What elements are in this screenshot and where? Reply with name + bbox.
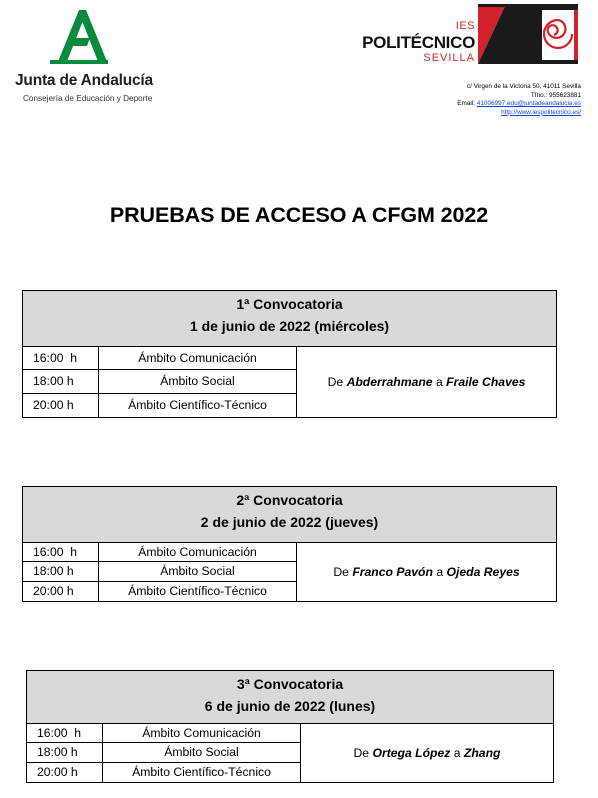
convocatoria-heading: 1ª Convocatoria	[236, 296, 343, 312]
convocatoria-1	[22, 290, 557, 418]
schedule-area: Ámbito Comunicación	[142, 726, 261, 740]
schedule-table	[27, 724, 301, 782]
schedule-row	[23, 347, 296, 370]
convocatoria-date: 6 de junio de 2022 (lunes)	[204, 697, 376, 714]
contact-email-label: Email:	[457, 100, 475, 108]
range-from-name: Ortega López	[372, 746, 451, 760]
range-from-label: De	[333, 565, 349, 579]
schedule-area: Ámbito Científico-Técnico	[128, 584, 267, 598]
range-from-name: Abderrahmane	[346, 375, 433, 389]
range-to-name: Ojeda Reyes	[446, 565, 520, 579]
schedule-area: Ámbito Social	[160, 374, 235, 388]
convocatoria-body	[27, 724, 553, 782]
schedule-time: 16:00 h	[27, 724, 103, 742]
convocatoria-date: 2 de junio de 2022 (jueves)	[200, 513, 379, 530]
convocatoria-heading: 3ª Convocatoria	[236, 676, 344, 692]
range-from-label: De	[327, 375, 344, 389]
schedule-area: Ámbito Social	[160, 564, 235, 578]
schedule-area: Ámbito Social	[164, 745, 239, 759]
ies-label: IES	[455, 20, 475, 32]
schedule-row	[27, 743, 300, 763]
schedule-time: 20:00 h	[23, 394, 99, 417]
schedule-time: 18:00 h	[23, 562, 99, 581]
schedule-row	[23, 370, 296, 394]
ies-politecnico-logo-icon	[478, 4, 578, 64]
schedule-table	[23, 543, 297, 601]
schedule-area: Ámbito Comunicación	[138, 351, 257, 365]
schedule-row	[23, 562, 296, 582]
convocatoria-body	[23, 347, 556, 417]
page-title: PRUEBAS DE ACCESO A CFGM 2022	[109, 203, 489, 227]
convocatoria-2	[22, 486, 557, 602]
schedule-row	[23, 582, 296, 601]
range-to-label: a	[435, 375, 443, 389]
ies-name: POLITÉCNICO	[362, 33, 475, 52]
schedule-row	[23, 543, 296, 562]
convocatoria-header	[27, 671, 553, 724]
convocatoria-date: 1 de junio de 2022 (miércoles)	[189, 317, 390, 334]
schedule-table	[23, 347, 297, 417]
student-range	[297, 347, 556, 417]
contact-phone: Tfno.: 955623881	[530, 91, 581, 99]
contact-email-line	[457, 100, 581, 109]
junta-name: Junta de Andalucía	[15, 72, 153, 89]
student-range	[297, 543, 556, 601]
contact-block	[457, 83, 581, 117]
contact-email-link[interactable]: 41006997.edu@juntadeandalucia.es	[476, 100, 581, 108]
schedule-area: Ámbito Científico-Técnico	[132, 765, 271, 779]
schedule-time: 18:00 h	[27, 743, 103, 762]
contact-address: c/ Virgen de la Victoria 50, 41011 Sevilla	[466, 83, 581, 90]
schedule-time: 20:00 h	[23, 582, 99, 601]
range-to-label: a	[453, 746, 461, 760]
ies-city: SEVILLA	[423, 52, 475, 64]
schedule-time: 20:00 h	[27, 763, 103, 782]
schedule-row	[27, 724, 300, 743]
junta-andalucia-logo-icon	[48, 8, 110, 66]
convocatoria-body	[23, 543, 556, 601]
convocatoria-heading: 2ª Convocatoria	[236, 492, 343, 508]
range-to-label: a	[436, 565, 444, 579]
schedule-area: Ámbito Comunicación	[138, 545, 257, 559]
range-to-name: Zhang	[463, 746, 501, 760]
range-from-name: Franco Pavón	[352, 565, 433, 579]
schedule-time: 16:00 h	[23, 347, 99, 369]
schedule-area: Ámbito Científico-Técnico	[128, 398, 267, 412]
schedule-row	[23, 394, 296, 417]
range-from-label: De	[353, 746, 370, 760]
range-to-name: Fraile Chaves	[446, 375, 526, 389]
schedule-time: 16:00 h	[23, 543, 99, 561]
convocatoria-3	[26, 670, 554, 783]
schedule-time: 18:00 h	[23, 370, 99, 393]
schedule-row	[27, 763, 300, 782]
convocatoria-header	[23, 291, 556, 347]
junta-subtitle: Consejería de Educación y Deporte	[23, 94, 153, 103]
convocatoria-header	[23, 487, 556, 543]
contact-website-link[interactable]: http://www.iespolitecnico.es/	[501, 108, 581, 116]
student-range	[301, 724, 553, 782]
